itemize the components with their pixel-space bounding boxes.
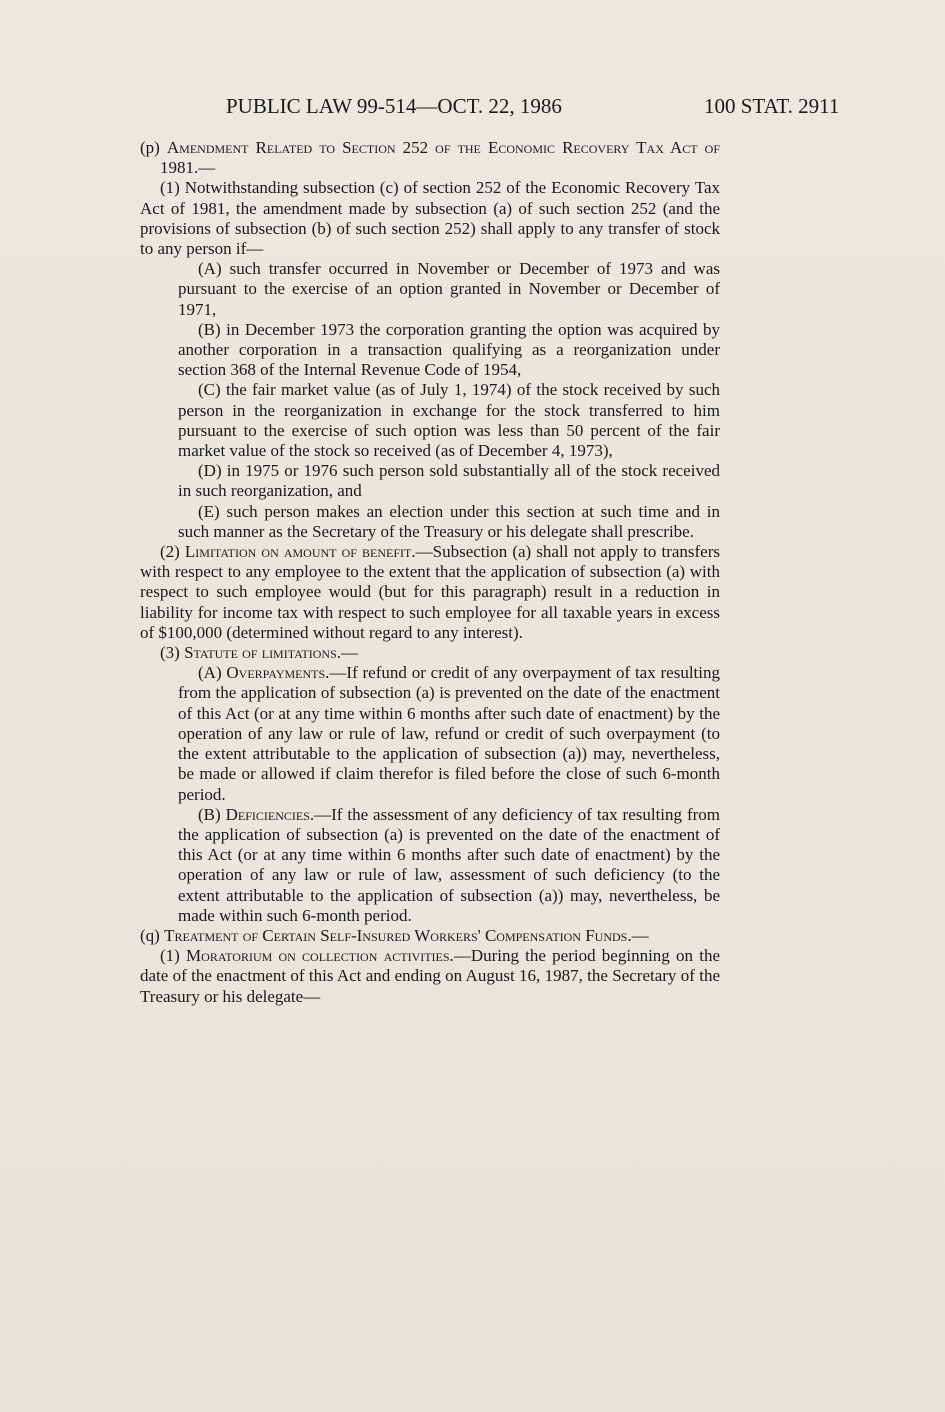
paragraph-p2: [140, 542, 720, 643]
paragraph-q1-heading: Moratorium on collection activities.: [186, 946, 454, 966]
paragraph-p2-heading: Limitation on amount of benefit.: [184, 542, 416, 562]
clause-p3-A: [140, 663, 720, 804]
header-page-reference: 100 STAT. 2911: [704, 94, 840, 118]
subsection-q-heading: [140, 926, 720, 946]
clause-p3-B-number: (B): [198, 804, 226, 824]
clause-p1-E: (E) such person makes an election under this section at such time and in such manner as the Secretary of the Treasury or his delegate shall prescribe.: [178, 501, 720, 541]
clause-p3-B-text: —If the assessment of any deficiency of tax resulting from the application of subsection (a) is prevented on the date of the enactment of this Act (or at any time within 6 months after such date of enactment) by the operation of any law or rule of law, assessment of such deficiency (to the extent attributable to the application of subsection (a)) may, nevertheless, be made within such 6-month period.: [178, 804, 720, 925]
subsection-p-prefix: (p): [140, 138, 167, 157]
clause-p1-C: (C) the fair market value (as of July 1, 1974) of the stock received by such person in the reorganization in exchange for the stock transferred to him pursuant to the exercise of such option was less than 50 percent of the fair market value of the stock so received (as of December 4, 1973),: [178, 380, 720, 461]
clause-p1-A: (A) such transfer occurred in November or December of 1973 and was pursuant to the exercise of an option granted in November or December of 1971,: [178, 259, 720, 319]
subsection-q-prefix: (q): [140, 925, 165, 945]
document-body: [140, 138, 720, 1007]
subsection-p-heading: [140, 138, 720, 178]
page-header: [0, 94, 945, 124]
paragraph-p3: [140, 643, 720, 663]
subsection-q-title: Treatment of Certain Self-Insured Workers' Compensation Funds.—: [164, 925, 649, 945]
paragraph-p1: (1) Notwithstanding subsection (c) of section 252 of the Economic Recovery Tax Act of 1981, the amendment made by subsection (a) of such section 252 (and the provisions of subsection (b) of such section 252) shall apply to any transfer of stock to any person if—: [140, 178, 720, 259]
paragraph-p2-number: (2): [160, 542, 185, 562]
paragraph-p3-dash: —: [341, 643, 359, 663]
clause-p3-A-number: (A): [198, 663, 227, 683]
paragraph-q1-number: (1): [160, 946, 187, 966]
paragraph-q1: [140, 946, 720, 1007]
paragraph-q1-text: —During the period beginning on the date of the enactment of this Act and ending on August 16, 1987, the Secretary of the Treasury or his delegate—: [140, 946, 720, 1006]
clause-p1-B: (B) in December 1973 the corporation granting the option was acquired by another corporation in a transaction qualifying as a reorganization under section 368 of the Internal Revenue Code of 1954,: [178, 319, 720, 380]
clause-p3-B: [140, 805, 720, 926]
paragraph-p3-number: (3): [160, 643, 185, 663]
paragraph-p3-heading: Statute of limitations.: [184, 643, 342, 663]
clause-p3-B-heading: Deficiencies.: [225, 804, 315, 824]
clause-p3-A-text: —If refund or credit of any overpayment of tax resulting from the application of subsection (a) is prevented on the date of the enactment of this Act (or at any time within 6 months after such date of enactment) by the operation of any law or rule of law, refund or credit of such overpayment (to the extent attributable to the application of subsection (a)) may, nevertheless, be made or allowed if claim therefor is filed before the close of such 6-month period.: [178, 663, 720, 804]
header-title: PUBLIC LAW 99-514—OCT. 22, 1986: [226, 94, 562, 118]
clause-p3-A-heading: Overpayments.: [226, 663, 330, 683]
clause-p1-D: (D) in 1975 or 1976 such person sold substantially all of the stock received in such reorganization, and: [178, 461, 720, 501]
subsection-p-title: Amendment Related to Section 252 of the Economic Recovery Tax Act of 1981.—: [160, 138, 720, 178]
paragraph-p2-text: —Subsection (a) shall not apply to transfers with respect to any employee to the extent that the application of subsection (a) with respect to such employee would (but for this paragraph) result in a reduction in liability for income tax with respect to such employee for all taxable years in excess of $100,000 (determined without regard to any interest).: [140, 542, 721, 642]
